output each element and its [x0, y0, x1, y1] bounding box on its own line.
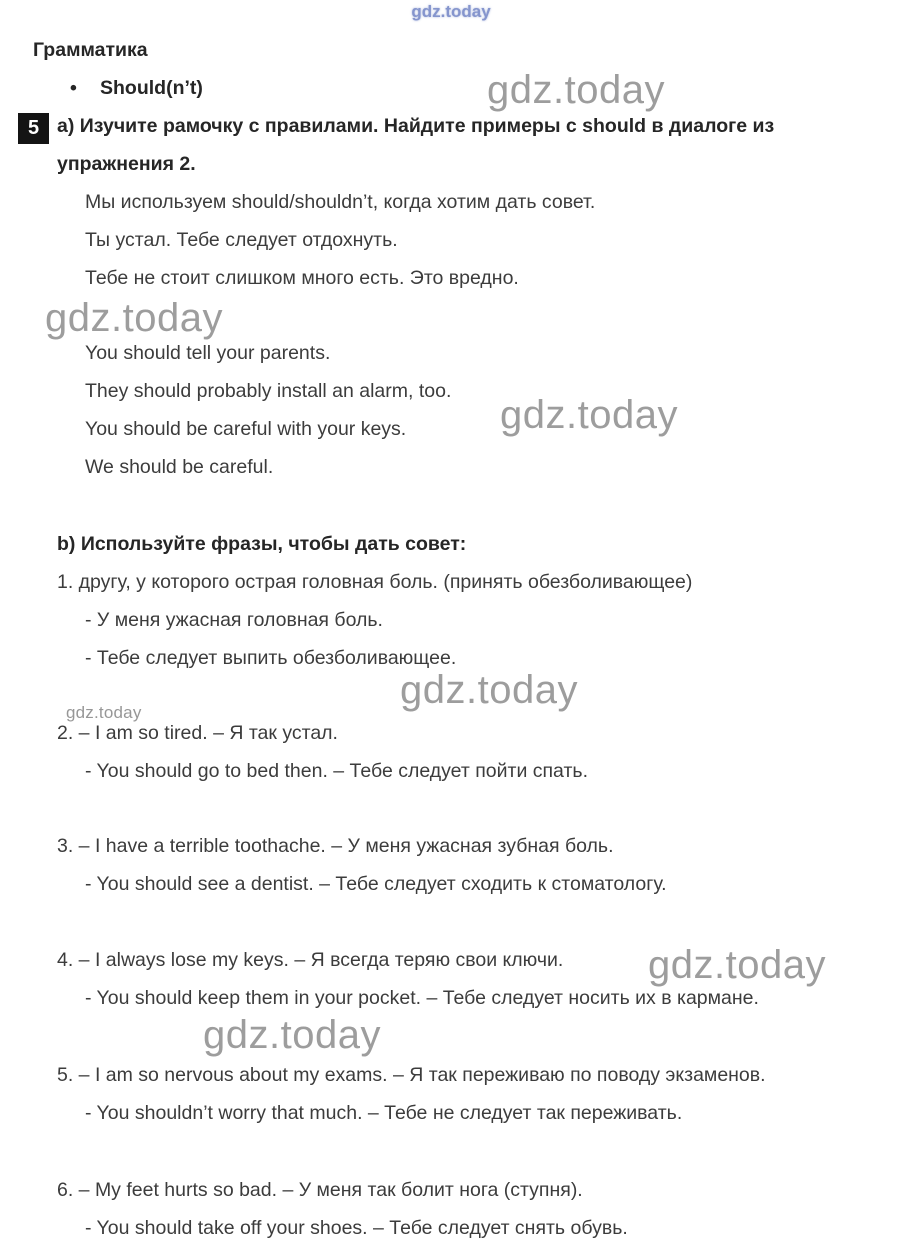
item-answer: - You should go to bed then. – Тебе следует пойти спать.	[85, 760, 588, 782]
part-a-title: а) Изучите рамочку с правилами. Найдите примеры с should в диалоге из упражнения 2.	[57, 115, 775, 175]
watermark-gdz-today: gdz.today	[648, 943, 826, 987]
watermark-gdz-today: gdz.today	[400, 668, 578, 712]
exercise-item-1	[0, 563, 902, 677]
example-line: You should be careful with your keys.	[85, 418, 407, 440]
examples-block	[85, 334, 902, 486]
section-title: Грамматика	[33, 39, 148, 61]
rule-line: Мы используем should/shouldn’t, когда хотим дать совет.	[85, 191, 596, 213]
item-question: 6. – My feet hurts so bad. – У меня так болит нога (ступня).	[57, 1179, 583, 1201]
exercise-item-4	[0, 941, 902, 1017]
topic-label: Should(n’t)	[100, 77, 203, 99]
example-line: They should probably install an alarm, too.	[85, 380, 452, 402]
bullet-icon: •	[70, 77, 77, 99]
watermark-gdz-today: gdz.today	[487, 68, 665, 112]
item-answer: - You should see a dentist. – Тебе следует сходить к стоматологу.	[85, 873, 667, 895]
part-b-title: b) Используйте фразы, чтобы дать совет:	[57, 533, 467, 555]
watermark-gdz-today: gdz.today	[45, 296, 223, 340]
watermark-gdz-today: gdz.today	[203, 1013, 381, 1057]
watermark-top-gdz-today: gdz.today	[411, 2, 491, 21]
item-question: 1. другу, у которого острая головная боль. (принять обезболивающее)	[57, 571, 693, 593]
rule-line: Ты устал. Тебе следует отдохнуть.	[85, 229, 398, 251]
item-question: 3. – I have a terrible toothache. – У меня ужасная зубная боль.	[57, 835, 614, 857]
exercise-item-3	[0, 827, 902, 903]
item-answer: - Тебе следует выпить обезболивающее.	[85, 647, 457, 669]
topic-bullet-line	[70, 69, 902, 107]
example-line: We should be careful.	[85, 456, 274, 478]
item-question: 4. – I always lose my keys. – Я всегда теряю свои ключи.	[57, 949, 564, 971]
item-answer: - You shouldn’t worry that much. – Тебе не следует так переживать.	[85, 1102, 683, 1124]
exercise-number-badge: 5	[18, 113, 49, 144]
rules-block	[85, 183, 902, 297]
item-answer: - You should take off your shoes. – Тебе следует снять обувь.	[85, 1217, 628, 1239]
watermark-gdz-today: gdz.today	[500, 393, 678, 437]
exercise-item-6	[0, 1171, 902, 1247]
item-answer: - У меня ужасная головная боль.	[85, 609, 383, 631]
rule-line: Тебе не стоит слишком много есть. Это вредно.	[85, 267, 519, 289]
item-answer: - You should keep them in your pocket. – Тебе следует носить их в кармане.	[85, 987, 759, 1009]
watermark-small-gdz-today: gdz.today	[66, 703, 142, 722]
example-line: You should tell your parents.	[85, 342, 331, 364]
exercise-item-2	[0, 714, 902, 790]
exercise-item-5	[0, 1056, 902, 1132]
item-question: 2. – I am so tired. – Я так устал.	[57, 722, 338, 744]
item-question: 5. – I am so nervous about my exams. – Я так переживаю по поводу экзаменов.	[57, 1064, 766, 1086]
